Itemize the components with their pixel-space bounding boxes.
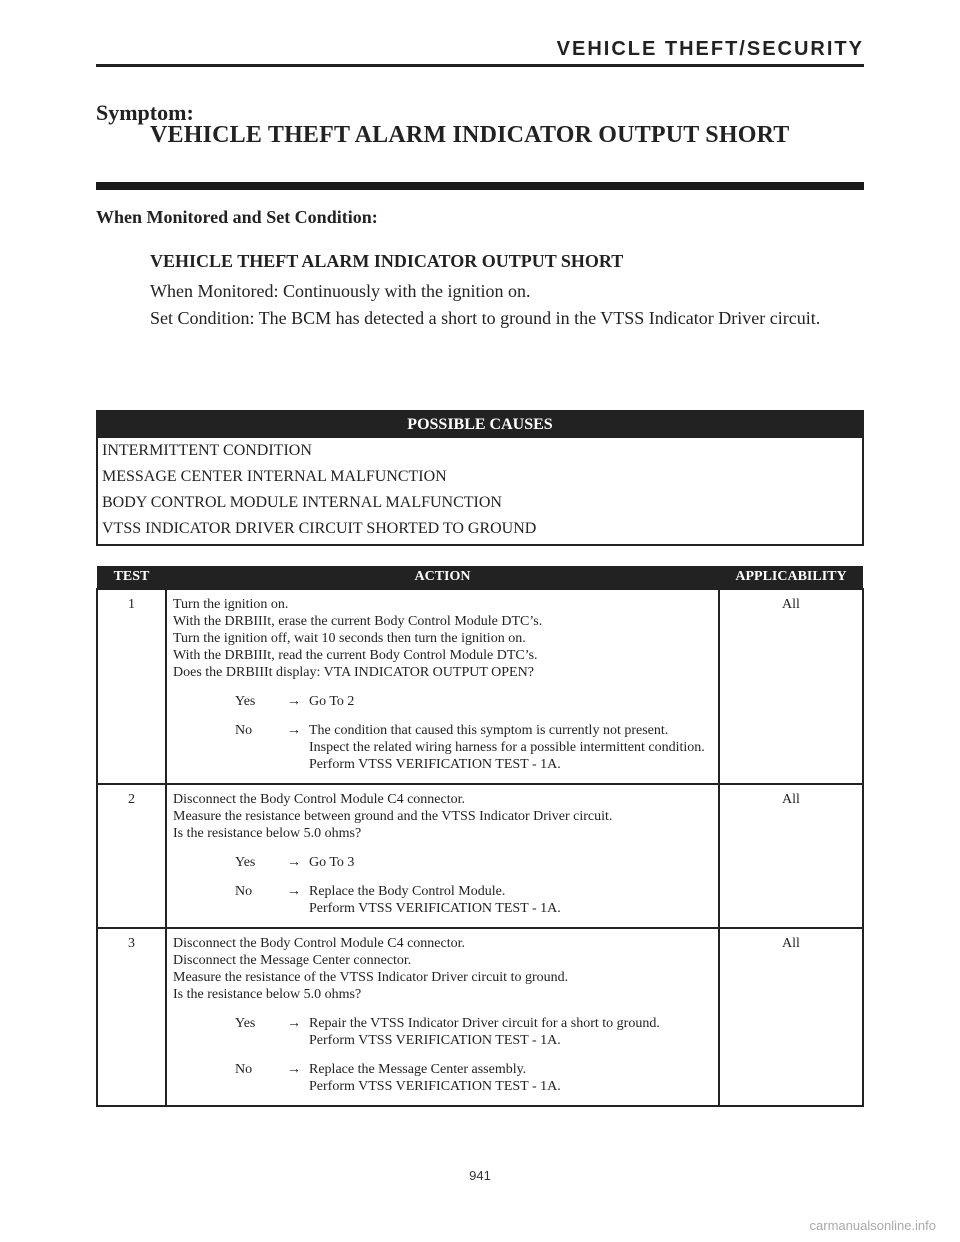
possible-cause-item: VTSS INDICATOR DRIVER CIRCUIT SHORTED TO GROUND xyxy=(102,520,537,537)
answer-text: Replace the Message Center assembly. Perform VTSS VERIFICATION TEST - 1A. xyxy=(309,1062,561,1094)
header-rule xyxy=(96,64,864,67)
action-step: With the DRBIIIt, read the current Body Control Module DTC’s. xyxy=(173,648,538,663)
answer-text: The condition that caused this symptom is currently not present. Inspect the related wiring harness for a possible intermittent condition. Perform VTSS VERIFICATION TEST - 1A. xyxy=(309,723,705,772)
answer-text: Replace the Body Control Module. Perform VTSS VERIFICATION TEST - 1A. xyxy=(309,884,561,916)
test-number: 2 xyxy=(97,784,166,928)
answer-label: Yes xyxy=(235,694,256,709)
when-monitored-text: When Monitored: Continuously with the ignition on. xyxy=(150,281,531,301)
answer-yes xyxy=(173,693,712,710)
arrow-icon: → xyxy=(287,1062,301,1077)
conditions-title: VEHICLE THEFT ALARM INDICATOR OUTPUT SHORT xyxy=(150,251,624,271)
action-step: Turn the ignition on. xyxy=(173,597,289,612)
test-action xyxy=(166,928,719,1106)
test-action xyxy=(166,784,719,928)
answer-no xyxy=(173,883,712,917)
test-procedure-table xyxy=(96,566,864,1107)
action-step: Turn the ignition off, wait 10 seconds then turn the ignition on. xyxy=(173,631,526,646)
watermark: carmanualsonline.info xyxy=(809,1218,936,1233)
arrow-icon: → xyxy=(287,694,301,709)
conditions-label: When Monitored and Set Condition: xyxy=(96,207,378,227)
answer-text: Go To 2 xyxy=(309,694,355,709)
test-applicability: All xyxy=(719,589,863,784)
action-step: With the DRBIIIt, erase the current Body Control Module DTC’s. xyxy=(173,614,543,629)
column-header-test: TEST xyxy=(97,566,166,589)
action-step: Disconnect the Message Center connector. xyxy=(173,953,412,968)
answer-text: Repair the VTSS Indicator Driver circuit for a short to ground. Perform VTSS VERIFICATION TEST - 1A. xyxy=(309,1016,660,1048)
action-step: Is the resistance below 5.0 ohms? xyxy=(173,826,362,841)
possible-cause-item: INTERMITTENT CONDITION xyxy=(102,442,312,459)
answer-no xyxy=(173,1061,712,1095)
symptom-title: VEHICLE THEFT ALARM INDICATOR OUTPUT SHORT xyxy=(150,122,790,148)
arrow-icon: → xyxy=(287,855,301,870)
answer-label: Yes xyxy=(235,855,256,870)
action-step: Is the resistance below 5.0 ohms? xyxy=(173,987,362,1002)
set-condition-text: Set Condition: The BCM has detected a short to ground in the VTSS Indicator Driver circuit. xyxy=(150,308,821,328)
arrow-icon: → xyxy=(287,1016,301,1031)
test-applicability: All xyxy=(719,928,863,1106)
table-header-row xyxy=(97,566,863,589)
test-rows xyxy=(97,589,863,1106)
column-header-applicability: APPLICABILITY xyxy=(719,566,863,589)
action-step: Measure the resistance between ground and the VTSS Indicator Driver circuit. xyxy=(173,809,613,824)
answer-yes xyxy=(173,1015,712,1049)
section-header-title: VEHICLE THEFT/SECURITY xyxy=(556,38,864,60)
column-header-action: ACTION xyxy=(166,566,719,589)
possible-cause-item: MESSAGE CENTER INTERNAL MALFUNCTION xyxy=(102,468,447,485)
action-step: Disconnect the Body Control Module C4 connector. xyxy=(173,792,466,807)
arrow-icon: → xyxy=(287,884,301,899)
answer-text: Go To 3 xyxy=(309,855,355,870)
answer-label: Yes xyxy=(235,1016,256,1031)
answer-yes xyxy=(173,854,712,871)
symptom-label: Symptom: xyxy=(96,100,194,125)
test-number: 3 xyxy=(97,928,166,1106)
symptom-divider xyxy=(96,182,864,190)
answer-label: No xyxy=(235,723,253,738)
possible-cause-item: BODY CONTROL MODULE INTERNAL MALFUNCTION xyxy=(102,494,502,511)
page-number: 941 xyxy=(469,1168,491,1183)
answer-no xyxy=(173,722,712,773)
action-step: Measure the resistance of the VTSS Indicator Driver circuit to ground. xyxy=(173,970,569,985)
table-row xyxy=(97,589,863,784)
answer-label: No xyxy=(235,1062,253,1077)
action-step: Disconnect the Body Control Module C4 connector. xyxy=(173,936,466,951)
test-number: 1 xyxy=(97,589,166,784)
test-action xyxy=(166,589,719,784)
answer-label: No xyxy=(235,884,253,899)
possible-causes-header: POSSIBLE CAUSES xyxy=(98,412,862,438)
action-step: Does the DRBIIIt display: VTA INDICATOR OUTPUT OPEN? xyxy=(173,665,534,680)
test-applicability: All xyxy=(719,784,863,928)
possible-causes-box xyxy=(96,410,864,546)
arrow-icon: → xyxy=(287,723,301,738)
table-row xyxy=(97,928,863,1106)
table-row xyxy=(97,784,863,928)
